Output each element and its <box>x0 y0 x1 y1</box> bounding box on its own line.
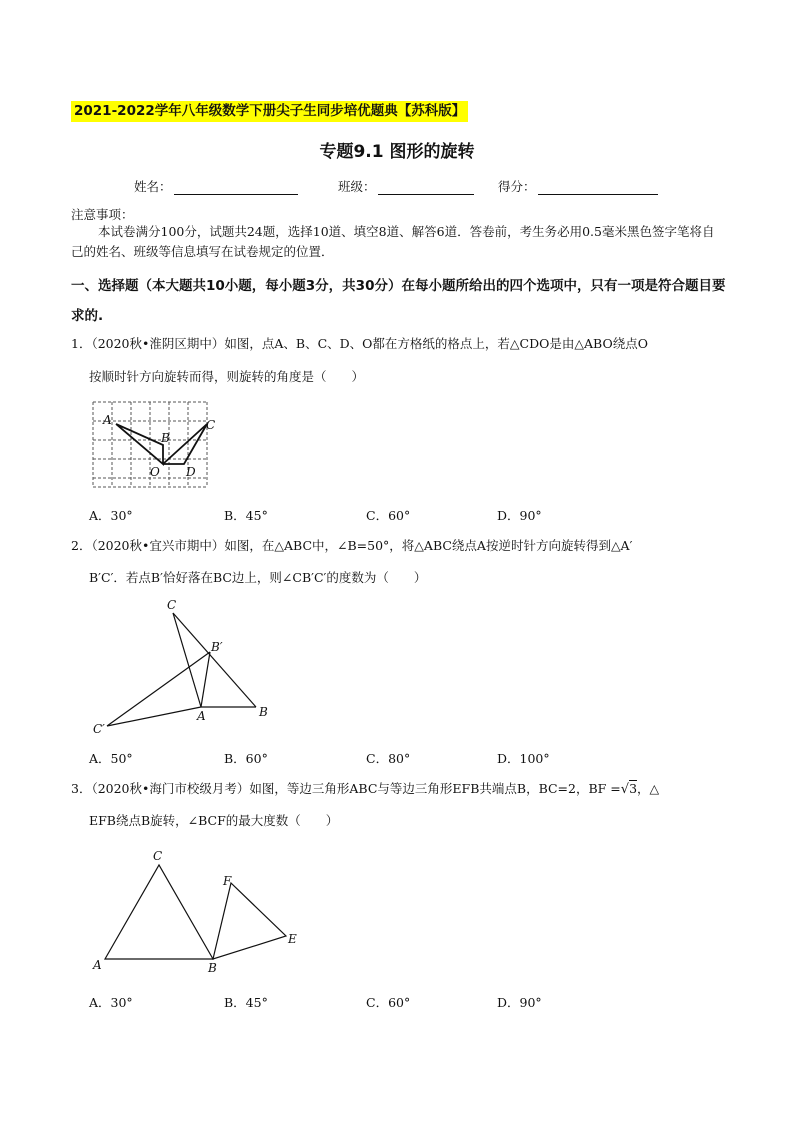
q3-text-a: 3．（2020秋•海门市校级月考）如图，等边三角形ABC与等边三角形EFB共端点B，BC=2，BF = <box>71 781 621 796</box>
section-heading: 一、选择题（本大题共10小题，每小题3分，共30分）在每小题所给出的四个选项中，只有一项是符合题目要求的. <box>71 278 726 324</box>
q3-text-c: ，△ <box>637 781 660 796</box>
header-banner: 2021-2022学年八年级数学下册尖子生同步培优题典【苏科版】 <box>71 101 468 122</box>
question-3-line-1 <box>71 775 659 804</box>
figure-2-triangles <box>85 592 285 742</box>
question-2-line-2: B′C′．若点B′恰好落在BC边上，则∠CB′C′的度数为（ ） <box>89 570 427 585</box>
label-c: C <box>153 849 163 863</box>
label-b-prime: B′ <box>211 640 223 654</box>
label-e: E <box>288 932 297 946</box>
name-field[interactable] <box>134 177 298 195</box>
label-b: B <box>161 431 170 445</box>
label-a: A <box>93 958 102 972</box>
question-1-line-2: 按顺时针方向旋转而得，则旋转的角度是（ ） <box>89 369 365 384</box>
label-c-prime: C′ <box>93 722 105 736</box>
q3-option-a[interactable]: A．30° <box>89 995 133 1010</box>
class-label: 班级： <box>338 179 376 194</box>
triangle-efb <box>213 883 286 959</box>
q2-option-a[interactable]: A．50° <box>89 751 133 766</box>
class-blank[interactable] <box>378 180 474 195</box>
q1-option-d[interactable]: D．90° <box>497 508 542 523</box>
name-label: 姓名： <box>134 179 172 194</box>
question-1-line-1: 1．（2020秋•淮阴区期中）如图，点A、B、C、D、O都在方格纸的格点上，若△CDO是由△ABO绕点O <box>71 336 648 351</box>
q2-option-d[interactable]: D．100° <box>497 751 550 766</box>
sqrt-symbol: √ <box>620 782 630 797</box>
label-c: C <box>206 418 215 432</box>
score-label: 得分： <box>498 179 536 194</box>
q3-option-c[interactable]: C．60° <box>366 995 411 1010</box>
name-blank[interactable] <box>174 180 298 195</box>
figure-1-grid <box>90 398 215 493</box>
q3-option-d[interactable]: D．90° <box>497 995 542 1010</box>
label-o: O <box>150 465 160 479</box>
q2-option-c[interactable]: C．80° <box>366 751 411 766</box>
notes-heading: 注意事项： <box>71 207 134 222</box>
question-2-line-1: 2．（2020秋•宜兴市期中）如图，在△ABC中，∠B=50°，将△ABC绕点A按逆时针方向旋转得到△A′ <box>71 538 633 553</box>
q3-option-b[interactable]: B．45° <box>224 995 268 1010</box>
q3-sqrt-value: 3 <box>629 781 638 796</box>
label-a: A <box>103 413 112 427</box>
question-3-line-2: EFB绕点B旋转，∠BCF的最大度数（ ） <box>89 813 339 828</box>
triangle-abc <box>105 865 213 959</box>
notes-body: 本试卷满分100分，试题共24题，选择10道、填空8道、解答6道．答卷前，考生务必用0.5毫米黑色签字笔将自己的姓名、班级等信息填写在试卷规定的位置． <box>71 224 715 259</box>
triangle-abo <box>116 424 163 464</box>
label-b: B <box>259 705 268 719</box>
label-d: D <box>186 465 196 479</box>
page-title: 专题9.1 图形的旋转 <box>319 142 475 162</box>
q1-option-b[interactable]: B．45° <box>224 508 268 523</box>
score-blank[interactable] <box>538 180 658 195</box>
q2-option-b[interactable]: B．60° <box>224 751 268 766</box>
q1-option-a[interactable]: A．30° <box>89 508 133 523</box>
label-a: A <box>197 709 206 723</box>
q1-option-c[interactable]: C．60° <box>366 508 411 523</box>
figure-3-triangles <box>85 845 315 980</box>
label-c: C <box>167 598 177 612</box>
label-b: B <box>208 961 217 975</box>
label-f: F <box>223 874 232 888</box>
class-field[interactable] <box>338 177 474 195</box>
score-field[interactable] <box>498 177 658 195</box>
